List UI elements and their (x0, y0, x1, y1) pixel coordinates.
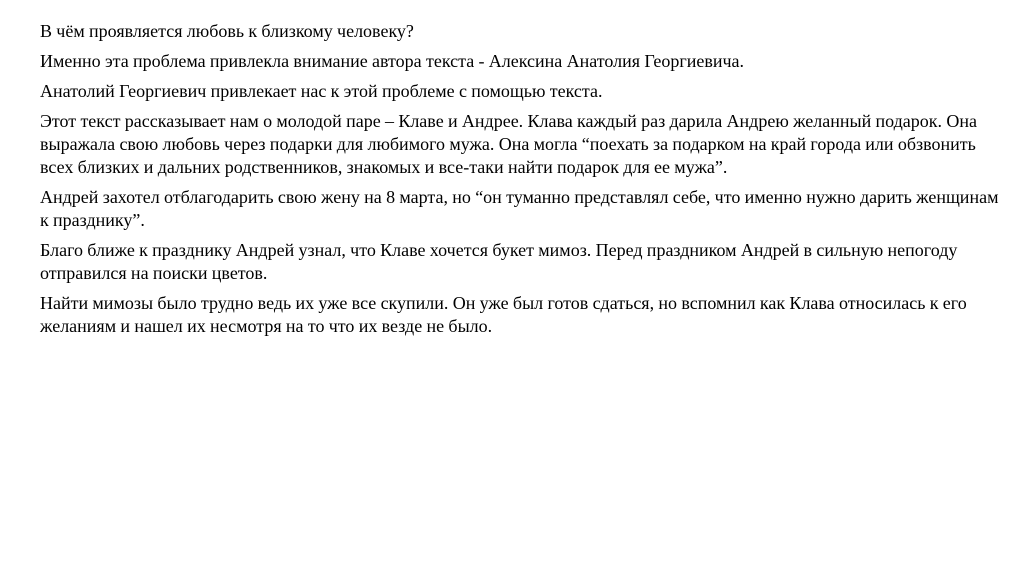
paragraph-andrey-gift: Андрей захотел отблагодарить свою жену на 8 марта, но “он туманно представлял себе, что именно нужно дарить женщинам к празднику”. (40, 187, 999, 230)
paragraph-story-couple: Этот текст рассказывает нам о молодой паре – Клаве и Андрее. Клава каждый раз дарила Андрею желанный подарок. Она выражала свою любовь через подарки для любимого мужа. Она могла “поехать за подарком на край города или обзвонить всех близких и дальних родственников, знакомых и все-таки найти подарок для ее мужа”. (40, 111, 977, 177)
paragraph-finding-mimosa: Найти мимозы было трудно ведь их уже все скупили. Он уже был готов сдаться, но вспомнил как Клава относилась к его желаниям и нашел их несмотря на то что их везде не было. (40, 293, 967, 336)
paragraph-author-approach: Анатолий Георгиевич привлекает нас к этой проблеме с помощью текста. (40, 81, 603, 101)
paragraph-mimosa-wish: Благо ближе к празднику Андрей узнал, что Клаве хочется букет мимоз. Перед праздником Андрей в сильную непогоду отправился на поиски цветов. (40, 240, 958, 283)
paragraph-question: В чём проявляется любовь к близкому человеку? (40, 21, 414, 41)
paragraph-problem-author: Именно эта проблема привлекла внимание автора текста - Алексина Анатолия Георгиевича. (40, 51, 745, 71)
